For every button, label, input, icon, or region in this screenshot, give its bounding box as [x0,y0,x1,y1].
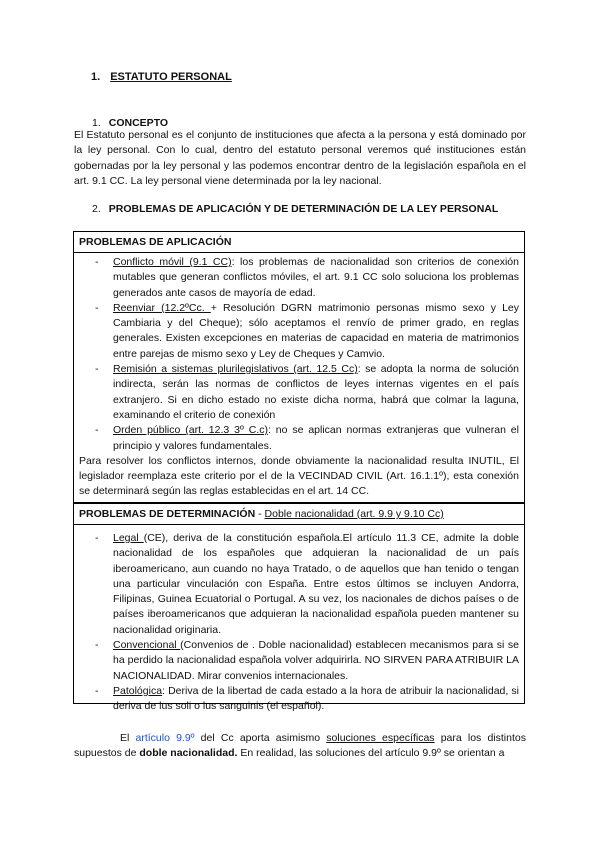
aplicacion-list [74,255,524,454]
determinacion-header-separator: - [255,508,265,520]
dash-bullet: - [95,684,99,697]
aplicacion-closing-paragraph: Para resolver los conflictos internos, donde obviamente la nacionalidad resulta INUTIL, El legislador reemplaza este criterio por el de la VECINDAD CIVIL (Art. 16.1.1º), esta conexión se determinará según las reglas establecidas en el art. 14 CC. [79,454,519,498]
item-text: : los problemas de nacionalidad son criterios de conexión mutables que generan conflictos móviles, el art. 9.1 CC solo soluciona los problemas generados ante casos de mayoría de edad. [113,256,519,299]
article-link[interactable]: artículo 9.9º [135,732,195,744]
section-concepto-title: CONCEPTO [108,117,169,129]
item-text: : no se aplican normas extranjeras que vulneran el principio y valores fundamentales. [113,424,519,452]
list-item [74,423,524,454]
item-text: (CE), deriva de la constitución española.El artículo 11.3 CE, admite la doble nacionalidad de los españoles que adquieran la nacionalidad de un país iberoamericano, aun cuando no haya Tratado, o de aquellos que han tenido o tengan una particular vinculación con España. Entre estos últimos se incluyen Andorra, Filipinas, Guinea Ecuatorial o Portugal. A su vez, los nacionales de dichos países o de países iberoamericanos que adquieran la nacionalidad española pueden mantener su nacionalidad originaria. [113,532,519,636]
list-item [74,255,524,301]
main-heading-number: 1. [91,71,101,83]
final-text-4: En realidad, las soluciones del artículo 9.9º se orientan a [237,747,505,760]
final-bold-text: doble nacionalidad. [139,747,238,760]
final-underlined-text: soluciones específicas [326,732,435,744]
section-concepto-number: 1. [92,117,101,129]
aplicacion-box-header: PROBLEMAS DE APLICACIÓN [74,232,524,253]
final-text-3: para los distintos supuestos de [74,732,526,760]
item-label: Conflicto móvil (9.1 CC) [113,256,232,268]
final-text-2: del Cc aporta asimismo [194,732,327,744]
item-label: Reenviar (12.2ºCc. [113,301,211,314]
item-label: Patológica [113,684,163,697]
concepto-paragraph: El Estatuto personal es el conjunto de instituciones que afecta a la persona y está dominado por la ley personal. Con lo cual, dentro del estatuto personal veremos qué instituciones están gobernadas por la ley personal y las podemos encontrar dentro de la legislación española en el art. 9.1 CC. La ley personal viene determinada por la ley nacional. [74,129,526,187]
list-item [74,301,524,362]
section-problemas-title: PROBLEMAS DE APLICACIÓN Y DE DETERMINACIÓN DE LA LEY PERSONAL [108,203,499,215]
list-item [74,531,524,638]
item-text: : se adopta la norma de solución indirecta, serán las normas de conflictos de leyes internas vigentes en el país extranjero. Si en dicho estado no existe dicha norma, habrá que colmar la laguna, examinando el criterio de conexión [113,363,519,421]
section-problemas-number: 2. [92,203,101,215]
list-item [74,638,524,684]
dash-bullet: - [95,424,99,437]
main-heading-title: ESTATUTO PERSONAL [110,71,232,83]
item-text: (Convenios de . Doble nacionalidad) establecen mecanismos para si se ha perdido la nacionalidad española volver adquirirla. NO SIRVEN PARA ATRIBUIR LA NACIONALIDAD. Mirar convenios internacionales. [113,639,519,682]
item-label: Orden público (art. 12.3 3º C.c) [113,424,268,437]
determinacion-header-title: PROBLEMAS DE DETERMINACIÓN [79,508,256,520]
determinacion-box-body [74,525,524,715]
dash-bullet: - [95,363,99,376]
list-item [74,362,524,423]
determinacion-box [73,503,525,713]
section-problemas-heading [92,203,498,215]
dash-bullet: - [95,532,99,544]
main-heading [91,71,232,83]
determinacion-header-extra: Doble nacionalidad (art. 9.9 y 9.10 Cc) [264,508,444,520]
dash-bullet: - [95,256,99,268]
list-item [74,684,524,715]
final-text-1: El [120,732,136,744]
item-label: Remisión a sistemas plurilegislativos (art. 12.5 Cc) [113,363,358,376]
item-text: + Resolución DGRN matrimonio personas mismo sexo y Ley Cambiaria y del Cheque); sólo aceptamos el renvío de primer grado, en reglas generales. Existen excepciones en materias de capacidad en materia de matrimonios entre parejas de mismo sexo y Ley de Cheques y Camvio. [113,301,520,360]
aplicacion-box [73,231,525,503]
aplicacion-box-body [74,253,524,500]
dash-bullet: - [95,639,99,652]
item-label: Legal [113,532,144,544]
final-paragraph [74,731,526,762]
dash-bullet: - [95,301,99,314]
item-text: : Deriva de la libertad de cada estado a la hora de atribuir la nacionalidad, si deriva de lus soli o lus sanguinis (el español). [113,684,519,713]
determinacion-box-header [74,504,524,525]
determinacion-list [74,531,524,715]
item-label: Convencional [113,639,181,652]
